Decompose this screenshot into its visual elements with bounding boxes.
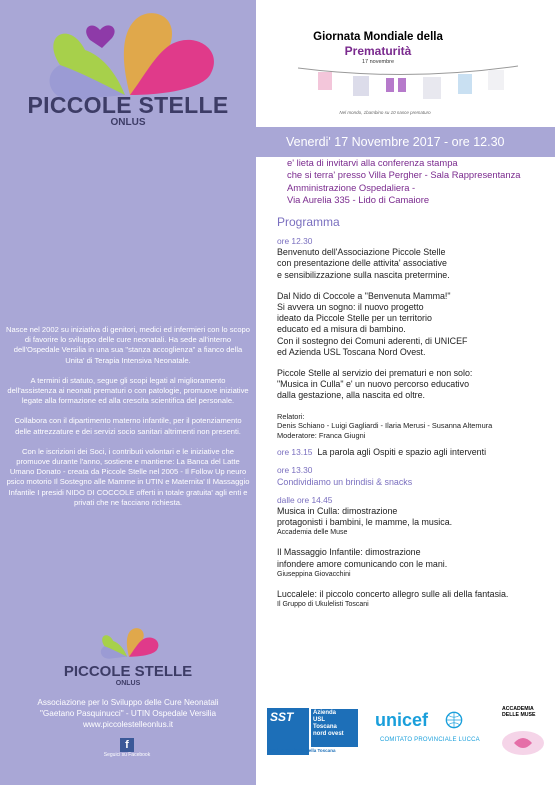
- facebook-label: Seguici su Facebook: [103, 752, 151, 758]
- sst-sub: Servizio Sanitario della Toscana: [267, 748, 336, 753]
- program-line: protagonisti i bambini, le mamme, la musica.: [277, 517, 453, 528]
- intro-paragraph: Collabora con il dipartimento materno infantile, per il potenziamento delle attrezzature e dei servizi socio sanitari altrimenti non presenti.: [14, 416, 242, 436]
- time-label: ore 13.30: [277, 465, 313, 476]
- program-line: dalla gestazione, alla nascita ed oltre.: [277, 390, 426, 401]
- ukulele-badge-icon: [500, 728, 546, 758]
- program-heading: Programma: [277, 215, 340, 229]
- program-line: Benvenuto dell'Associazione Piccole Stelle: [277, 247, 446, 258]
- program-line: Luccalele: il piccolo concerto allegro sulle ali della fantasia.: [277, 588, 509, 599]
- program-credit: Accademia delle Muse: [277, 529, 348, 537]
- program-line: Il Massaggio Infantile: dimostrazione: [277, 547, 421, 558]
- asl-line: Toscana: [313, 724, 337, 730]
- sst-asl-logo: [267, 708, 358, 755]
- intro-paragraph: Nasce nel 2002 su iniziativa di genitori, medici ed infermieri con lo scopo di favorire lo sviluppo delle cure neonatali. Ha sede all'interno dell'Ospedale Versilia in una sua "stanza accoglienza" a fianco della Unita' di Terapia Intensiva Neonatale.: [6, 325, 250, 365]
- program-credit: Il Gruppo di Ukulelisti Toscani: [277, 600, 369, 608]
- program-line: Con il sostegno dei Comuni aderenti, di UNICEF: [277, 335, 468, 346]
- program-line: ideato da Piccole Stelle per un territorio: [277, 313, 432, 324]
- asl-line: Azienda: [313, 710, 337, 716]
- program-line: Condividiamo un brindisi & snacks: [277, 476, 413, 487]
- assoc-line: Associazione per lo Sviluppo delle Cure Neonatali: [37, 698, 219, 707]
- program-line: Dal Nido di Coccole a "Benvenuta Mamma!": [277, 290, 451, 301]
- moderator: Moderatore: Franca Giugni: [277, 430, 366, 440]
- invite-line: che si terra' presso Villa Pergher - Sala Rappresentanza: [287, 169, 521, 181]
- brand-name-small: PICCOLE STELLE: [63, 663, 193, 680]
- facebook-icon: f: [120, 738, 134, 752]
- brand-sub: ONLUS: [110, 117, 146, 128]
- asl-text: [313, 710, 344, 738]
- assoc-line: "Gaetano Pasquinucci" - UTIN Ospedale Versilia: [39, 709, 216, 718]
- program-item-1315: [277, 447, 553, 458]
- program-line: con presentazione delle attivita' associative: [277, 258, 447, 269]
- accademia-line: DELLE MUSE: [502, 712, 536, 718]
- speakers-list: Denis Schiano - Luigi Gagliardi - Ilaria Merusi - Susanna Altemura: [277, 421, 493, 431]
- program-line: ed Azienda USL Toscana Nord Ovest.: [277, 346, 426, 357]
- unicef-logo-text: unicef: [375, 710, 429, 730]
- event-title: Giornata Mondiale della: [313, 31, 443, 43]
- event-date-small: 17 novembre: [361, 59, 395, 65]
- accademia-logo: [502, 706, 554, 718]
- website-link[interactable]: www.piccolestelleonlus.it: [82, 720, 174, 729]
- program-line: infondere amore comunicando con le mani.: [277, 558, 448, 569]
- invite-line: Amministrazione Ospedaliera -: [287, 181, 416, 193]
- program-line: "Musica in Culla" e' un nuovo percorso educativo: [277, 379, 470, 390]
- asl-line: USL: [313, 717, 325, 723]
- program-line: Musica in Culla: dimostrazione: [277, 505, 398, 516]
- unicef-globe-icon: [445, 711, 463, 729]
- brand-sub-small: ONLUS: [115, 680, 141, 687]
- program-line: educato ed a misura di bambino.: [277, 324, 406, 335]
- program-line: Piccole Stelle al servizio dei prematuri e non solo:: [277, 368, 473, 379]
- asl-line: nord ovest: [313, 731, 344, 737]
- association-footer: [0, 697, 256, 730]
- program-credit: Giuseppina Giovacchini: [277, 570, 351, 578]
- intro-paragraph: A termini di statuto, segue gli scopi legati al miglioramento dell'assistenza ai neonati prematuri o con patologie, promuove iniziative legate alla formazione ed alla crescita scientifica del personale.: [7, 375, 249, 406]
- time-label: ore 13.15: [277, 447, 313, 458]
- time-label: dalle ore 14.45: [277, 494, 333, 505]
- program-line: e sensibilizzazione sulla nascita pretermine.: [277, 269, 450, 280]
- association-intro: [6, 325, 250, 518]
- event-tagline: Nel mondo, 1bambino su 10 nasce prematuro: [339, 110, 431, 115]
- program-line: Si avvera un sogno: il nuovo progetto: [277, 302, 424, 313]
- intro-paragraph: Con le iscrizioni dei Soci, i contributi volontari e le iniziative che promuove durante l'anno, sostiene e mantiene: La Banca del Latte Umano Donato - creata da Piccole Stelle nel 2005 - Il Follow Up neuro psico motorio Il Sostegno alle Mamme in UTIN e Maternita' Il Massaggio Infantile I presidi NIDO DI COCCOLE offerti in totale gratuita' agli enti e privati che ne facciano richiesta.: [6, 446, 250, 507]
- invite-line: Via Aurelia 335 - Lido di Camaiore: [287, 194, 430, 206]
- invite-line: e' lieta di invitarvi alla conferenza stampa: [287, 157, 458, 168]
- program-line: La parola agli Ospiti e spazio agli interventi: [317, 447, 487, 458]
- accademia-line: ACCADEMIA: [502, 706, 534, 712]
- brand-name: PICCOLE STELLE: [27, 92, 229, 118]
- time-label: ore 12.30: [277, 236, 313, 246]
- facebook-badge[interactable]: [102, 738, 152, 758]
- speakers-label: Relatori:: [277, 411, 305, 421]
- program-list: [277, 236, 553, 609]
- invitation-text: [287, 157, 521, 207]
- sst-text: SST: [270, 710, 294, 724]
- clothesline-illustration: [298, 60, 518, 110]
- unicef-subtitle: COMITATO PROVINCIALE LUCCA: [380, 737, 480, 743]
- date-banner-text: Venerdi' 17 Novembre 2017 - ore 12.30: [286, 135, 505, 149]
- event-subtitle: Prematurità: [344, 44, 412, 58]
